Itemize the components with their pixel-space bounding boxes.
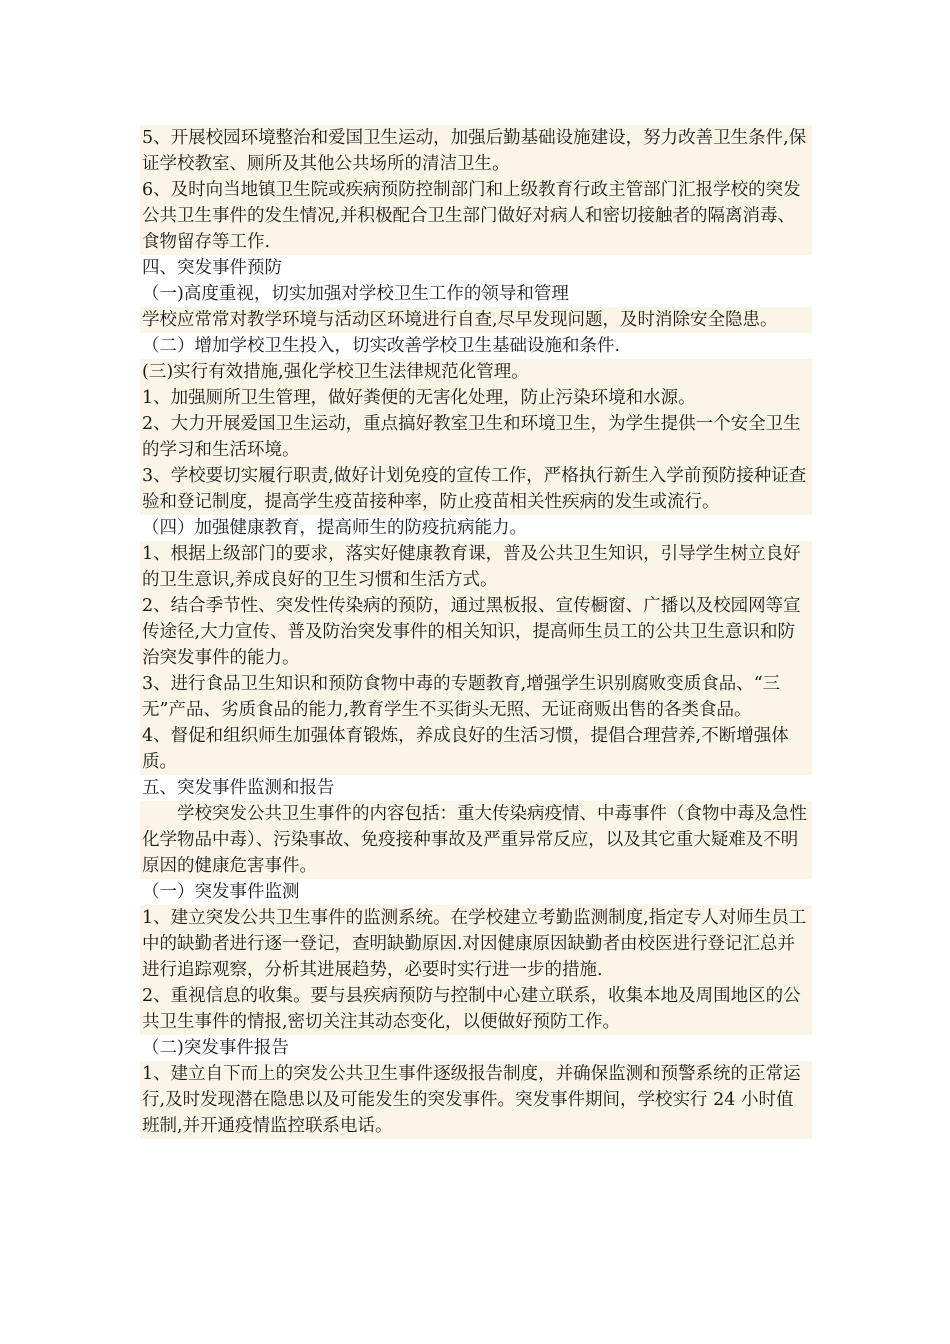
paragraph-event-scope: 学校突发公共卫生事件的内容包括：重大传染病疫情、中毒事件（食物中毒及急性化学物品中毒）、污染事故、免疫接种事故及严重异常反应，以及其它重大疑难及不明原因的健康危害事件。	[140, 801, 812, 879]
paragraph-patriotic-health-campaign: 2、大力开展爱国卫生运动，重点搞好教室卫生和环境卫生，为学生提供一个安全卫生的学习和生活环境。	[140, 411, 812, 463]
subheading-leadership: （一)高度重视，切实加强对学校卫生工作的领导和管理	[140, 281, 812, 307]
section-heading-prevention: 四、突发事件预防	[140, 255, 812, 281]
paragraph-item-5-campus-environment: 5、开展校园环境整治和爱国卫生运动，加强后勤基础设施建设，努力改善卫生条件,保证学校教室、厕所及其他公共场所的清洁卫生。	[140, 125, 812, 177]
paragraph-health-courses: 1、根据上级部门的要求，落实好健康教育课，普及公共卫生知识，引导学生树立良好的卫生意识,养成良好的卫生习惯和生活方式。	[140, 541, 812, 593]
document-body	[140, 125, 812, 1139]
paragraph-seasonal-disease: 2、结合季节性、突发性传染病的预防，通过黑板报、宣传橱窗、广播以及校园网等宣传途径,大力宣传、普及防治突发事件的相关知识，提高师生员工的公共卫生意识和防治突发事件的能力。	[140, 593, 812, 671]
subheading-investment: （二）增加学校卫生投入，切实改善学校卫生基础设施和条件.	[140, 333, 812, 359]
paragraph-reporting-system: 1、建立自下而上的突发公共卫生事件逐级报告制度，并确保监测和预警系统的正常运行,及时发现潜在隐患以及可能发生的突发事件。突发事件期间，学校实行 24 小时值班制,并开通疫情监控联系电话。	[140, 1061, 812, 1139]
paragraph-toilet-hygiene: 1、加强厕所卫生管理，做好粪便的无害化处理，防止污染环境和水源。	[140, 385, 812, 411]
subheading-legal-management: (三)实行有效措施,强化学校卫生法律规范化管理。	[140, 359, 812, 385]
paragraph-physical-exercise: 4、督促和组织师生加强体育锻炼，养成良好的生活习惯，提倡合理营养,不断增强体质。	[140, 723, 812, 775]
paragraph-information-collection: 2、重视信息的收集。要与县疾病预防与控制中心建立联系，收集本地及周围地区的公共卫生事件的情报,密切关注其动态变化，以便做好预防工作。	[140, 983, 812, 1035]
paragraph-vaccination: 3、学校要切实履行职责,做好计划免疫的宣传工作，严格执行新生入学前预防接种证查验和登记制度，提高学生疫苗接种率，防止疫苗相关性疾病的发生或流行。	[140, 463, 812, 515]
subheading-event-monitoring: （一）突发事件监测	[140, 879, 812, 905]
subheading-event-reporting: （二)突发事件报告	[140, 1035, 812, 1061]
paragraph-item-6-report-to-authorities: 6、及时向当地镇卫生院或疾病预防控制部门和上级教育行政主管部门汇报学校的突发公共卫生事件的发生情况,并积极配合卫生部门做好对病人和密切接触者的隔离消毒、食物留存等工作.	[140, 177, 812, 255]
subheading-health-education: （四）加强健康教育，提高师生的防疫抗病能力。	[140, 515, 812, 541]
paragraph-monitoring-system: 1、建立突发公共卫生事件的监测系统。在学校建立考勤监测制度,指定专人对师生员工中的缺勤者进行逐一登记，查明缺勤原因.对因健康原因缺勤者由校医进行登记汇总并进行追踪观察，分析其进展趋势，必要时实行进一步的措施.	[140, 905, 812, 983]
paragraph-food-safety: 3、进行食品卫生知识和预防食物中毒的专题教育,增强学生识别腐败变质食品、“三无”产品、劣质食品的能力,教育学生不买街头无照、无证商贩出售的各类食品。	[140, 671, 812, 723]
section-heading-monitoring: 五、突发事件监测和报告	[140, 775, 812, 801]
paragraph-self-inspection: 学校应常常对教学环境与活动区环境进行自查,尽早发现问题，及时消除安全隐患。	[140, 307, 812, 333]
